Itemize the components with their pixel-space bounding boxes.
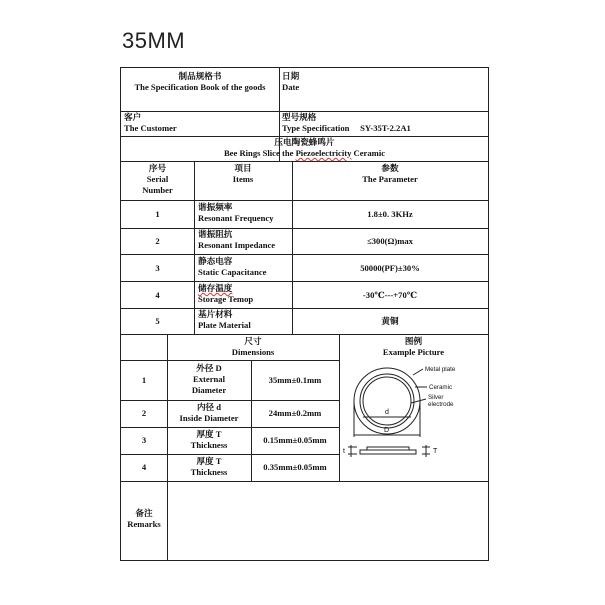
dim-row-4-no: 4 [141, 462, 147, 472]
dim-row-3-item: 厚度 T Thickness [190, 429, 228, 450]
label-t-small: t [343, 448, 345, 455]
piezo-disc-diagram [340, 361, 487, 480]
date-label: 日期 Date [282, 71, 300, 92]
col-items-header: 项目 Items [232, 163, 254, 184]
param-row-5-no: 5 [155, 316, 160, 326]
col-serial-header: 序号 Serial Number [142, 163, 173, 195]
customer-label: 客户 The Customer [124, 112, 177, 133]
dim-row-3-no: 3 [141, 435, 147, 445]
param-row-1-no: 1 [155, 209, 160, 219]
param-row-3-item: 静态电容 Static Capacitance [198, 256, 267, 277]
dim-row-4-item: 厚度 T Thickness [190, 456, 228, 477]
ceramic-outline [360, 374, 414, 428]
label-electrode: electrode [428, 401, 454, 408]
label-metal-plate: Metal plate [425, 366, 456, 373]
param-row-2-no: 2 [155, 236, 160, 246]
type-spec-label: 型号规格 Type Specification SY-35T-2.2A1 [282, 112, 411, 133]
param-row-4-item: 储存温度 Storage Temop [198, 283, 254, 304]
dim-row-1-item: 外径 D External Diameter [191, 363, 227, 395]
example-picture-header: 图例 Example Picture [382, 336, 445, 357]
param-row-5-value: 黄铜 [381, 316, 399, 326]
type-spec-value: SY-35T-2.2A1 [360, 123, 411, 133]
specification-sheet [120, 67, 489, 561]
label-d-big: D [384, 427, 390, 434]
param-row-4-value: -30℃---+70℃ [362, 290, 418, 300]
page-heading: 35MM [122, 28, 186, 53]
label-t-big: T [433, 448, 438, 455]
col-parameter-header: 参数 The Parameter [362, 163, 418, 184]
dimensions-header: 尺寸 Dimensions [231, 336, 275, 357]
param-row-4-no: 4 [155, 290, 160, 300]
silver-electrode-outline [363, 377, 411, 425]
label-ceramic: Ceramic [429, 384, 453, 391]
label-silver: Silver [428, 394, 444, 401]
dim-row-3-value: 0.15mm±0.05mm [263, 435, 327, 445]
param-row-3-value: 50000(PF)±30% [360, 263, 420, 273]
remarks-label: 备注 Remarks [127, 508, 161, 529]
param-row-1-item: 谐振频率 Resonant Frequency [198, 202, 274, 223]
product-name: 压电陶瓷蜂鸣片 Bee Rings Slice the Piezoelectricity Ceramic [223, 137, 386, 158]
spec-book-label: 制品规格书 The Specification Book of the goods [134, 71, 266, 92]
dim-row-1-value: 35mm±0.1mm [268, 375, 322, 385]
dim-row-2-no: 2 [141, 408, 147, 418]
dim-row-1-no: 1 [141, 375, 147, 385]
param-row-5-item: 基片材料 Plate Material [198, 309, 251, 330]
dim-row-2-value: 24mm±0.2mm [268, 408, 322, 418]
dim-row-4-value: 0.35mm±0.05mm [263, 462, 327, 472]
dim-row-2-item: 内径 d Inside Diameter [179, 402, 239, 423]
param-row-1-value: 1.8±0. 3KHz [367, 209, 413, 219]
metal-plate-outline [354, 368, 420, 434]
param-row-3-no: 3 [155, 263, 160, 273]
param-row-2-item: 谐振阻抗 Resonant Impedance [198, 229, 276, 250]
label-d-small: d [385, 409, 389, 416]
param-row-2-value: ≤300(Ω)max [367, 236, 413, 246]
